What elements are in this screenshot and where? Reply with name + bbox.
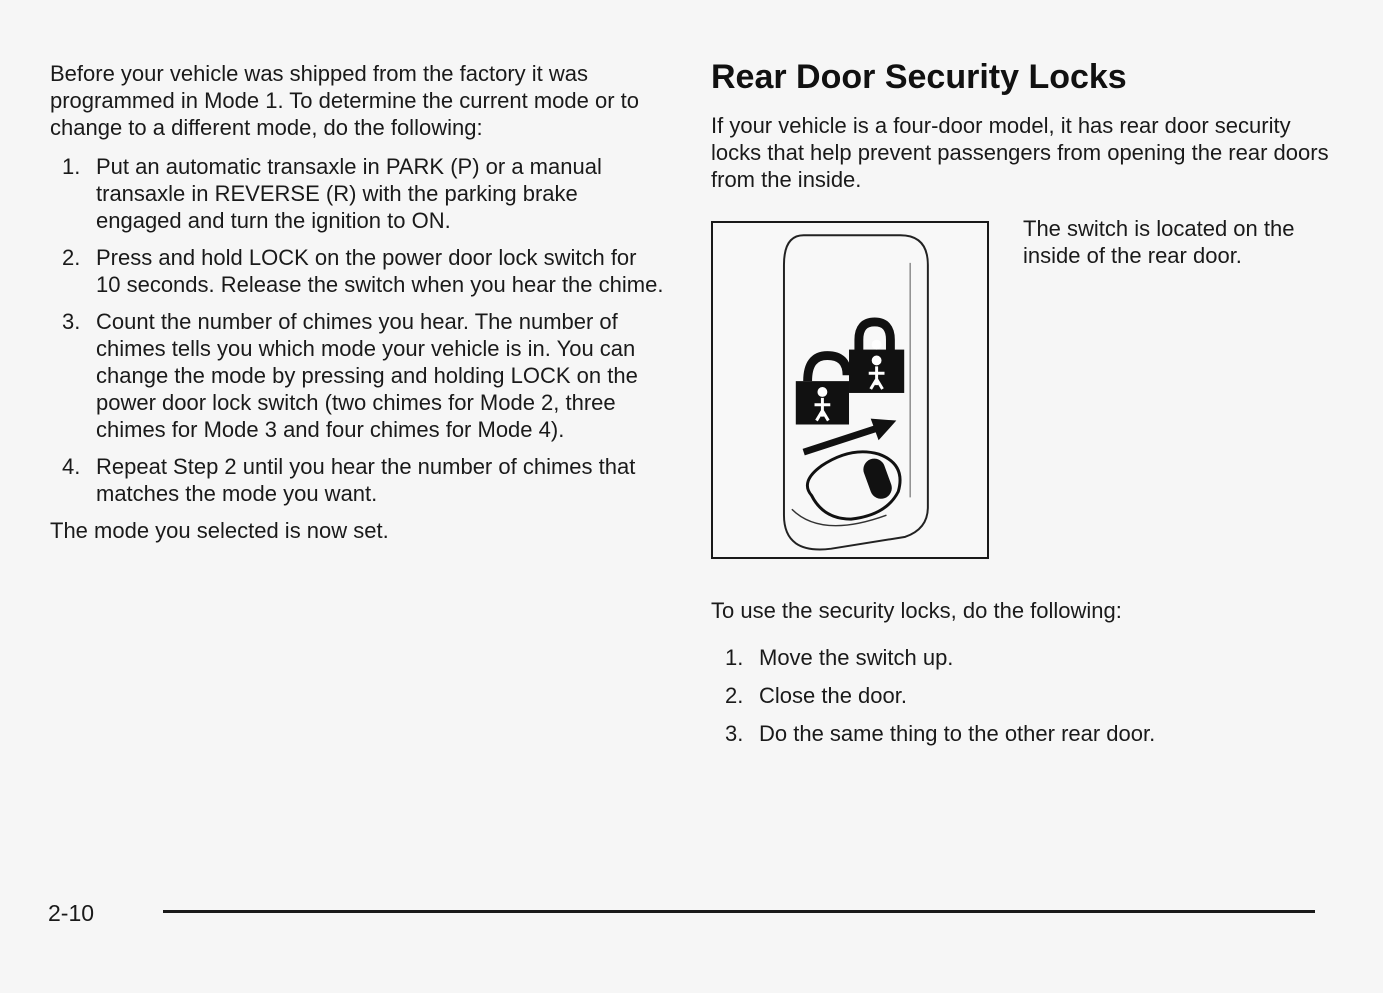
security-locks-intro: If your vehicle is a four-door model, it has rear door security locks that help prevent passengers from opening the rear doors from the inside. xyxy=(711,113,1329,192)
locked-child-lock-icon xyxy=(849,322,904,393)
step-text: Press and hold LOCK on the power door lock switch for 10 seconds. Release the switch when you hear the chime. xyxy=(96,245,664,297)
step-number: 3. xyxy=(725,721,744,746)
security-lock-switch-illustration xyxy=(711,221,989,559)
step-number: 1. xyxy=(725,645,744,670)
section-title: Rear Door Security Locks xyxy=(711,58,1127,96)
list-item xyxy=(50,453,665,507)
unlocked-child-lock-icon xyxy=(796,356,849,425)
use-locks-intro: To use the security locks, do the following: xyxy=(711,598,1122,623)
page-number: 2-10 xyxy=(48,900,95,926)
footer-rule xyxy=(163,910,1315,913)
step-number: 1. xyxy=(62,154,81,179)
step-text: Put an automatic transaxle in PARK (P) or a manual transaxle in REVERSE (R) with the parking brake engaged and turn the ignition to ON. xyxy=(96,154,602,233)
left-column xyxy=(50,60,665,544)
use-locks-steps-list xyxy=(711,644,1331,747)
list-item xyxy=(50,244,665,298)
step-text: Close the door. xyxy=(759,683,907,708)
step-text: Move the switch up. xyxy=(759,645,954,670)
right-column xyxy=(711,56,1331,758)
mode-set-paragraph: The mode you selected is now set. xyxy=(50,518,389,543)
figure-row xyxy=(711,216,1331,559)
step-number: 3. xyxy=(62,309,81,334)
step-number: 4. xyxy=(62,454,81,479)
switch-knob xyxy=(807,452,900,519)
list-item xyxy=(711,644,1331,671)
step-text: Repeat Step 2 until you hear the number of chimes that matches the mode you want. xyxy=(96,454,636,506)
list-item xyxy=(50,153,665,234)
list-item xyxy=(50,308,665,443)
list-item xyxy=(711,682,1331,709)
figure-caption: The switch is located on the inside of the rear door. xyxy=(1023,216,1295,268)
step-number: 2. xyxy=(725,683,744,708)
mode-steps-list xyxy=(50,153,665,507)
list-item xyxy=(711,720,1331,747)
mode-intro-paragraph: Before your vehicle was shipped from the factory it was programmed in Mode 1. To determine the current mode or to change to a different mode, do the following: xyxy=(50,61,640,140)
step-number: 2. xyxy=(62,245,81,270)
page-footer xyxy=(48,898,1318,928)
step-text: Count the number of chimes you hear. The number of chimes tells you which mode your vehicle is in. You can change the mode by pressing and holding LOCK on the power door lock switch (two chimes for Mode 2, three chimes for Mode 3 and four chimes for Mode 4). xyxy=(96,309,638,442)
step-text: Do the same thing to the other rear door. xyxy=(759,721,1156,746)
